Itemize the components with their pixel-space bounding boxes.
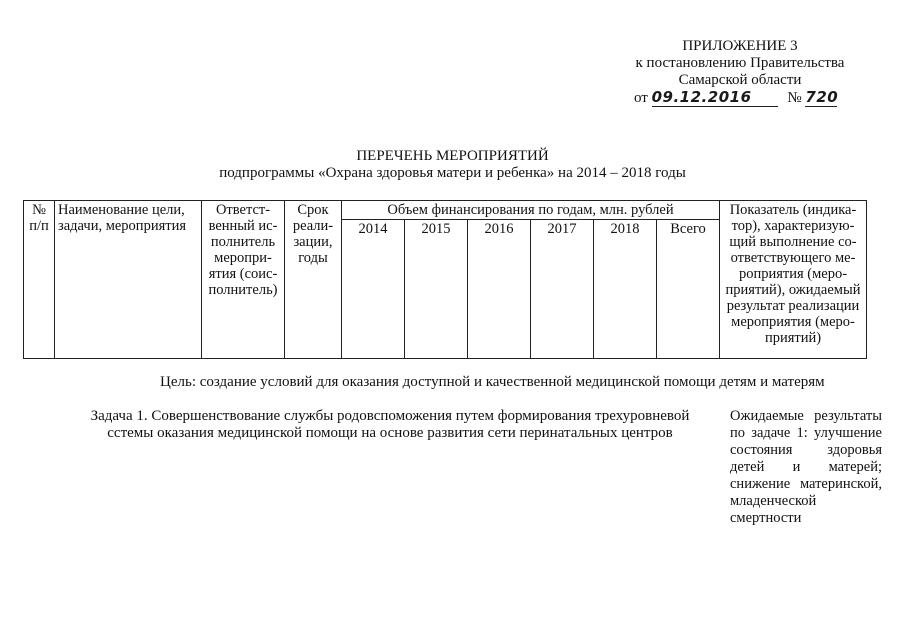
col-name: Наименование цели, задачи, мероприятия [55,201,202,359]
year-2018: 2018 [594,220,657,359]
decree-ref [634,88,837,107]
expected-results: Ожидаемые результаты по задаче 1: улучшение состояния здоровья детей и матерей; снижение материнской, младенческой смертности [730,408,882,526]
number-label: № [787,90,802,106]
from-label: от [634,90,648,106]
col-funding: Объем финансирования по годам, млн. рублей [342,201,720,220]
goal-text: Цель: создание условий для оказания доступной и качественной медицинской помощи детям и матерям [160,374,825,390]
year-2016: 2016 [468,220,531,359]
col-indicator: Показатель (индика-тор), характеризую-щий выполнение со-ответствующего ме-роприятия (меро-приятий), ожидаемый результат реализации мероприятия (меро-приятий) [720,201,867,359]
measures-table-header [23,200,867,359]
appendix-line-2: Самарской области [678,72,802,88]
document-title: ПЕРЕЧЕНЬ МЕРОПРИЯТИЙ [356,148,549,164]
appendix-line-1: к постановлению Правительства [635,55,845,71]
appendix-title: ПРИЛОЖЕНИЕ 3 [682,38,798,54]
year-total: Всего [657,220,720,359]
col-responsible: Ответст-венный ис-полнитель меропри-ятия (соис-полнитель) [202,201,285,359]
year-2015: 2015 [405,220,468,359]
document-subtitle: подпрограммы «Охрана здоровья матери и ребенка» на 2014 – 2018 годы [219,165,686,181]
year-2017: 2017 [531,220,594,359]
decree-number: 720 [805,88,839,106]
year-2014: 2014 [342,220,405,359]
col-number: № п/п [24,201,55,359]
col-term: Срок реали-зации, годы [285,201,342,359]
decree-date: 09.12.2016 [652,88,778,107]
task-text: Задача 1. Совершенствование службы родовспоможения путем формирования трехуровневой сстемы оказания медицинской помощи на основе развития сети перинатальных центров [90,408,690,441]
